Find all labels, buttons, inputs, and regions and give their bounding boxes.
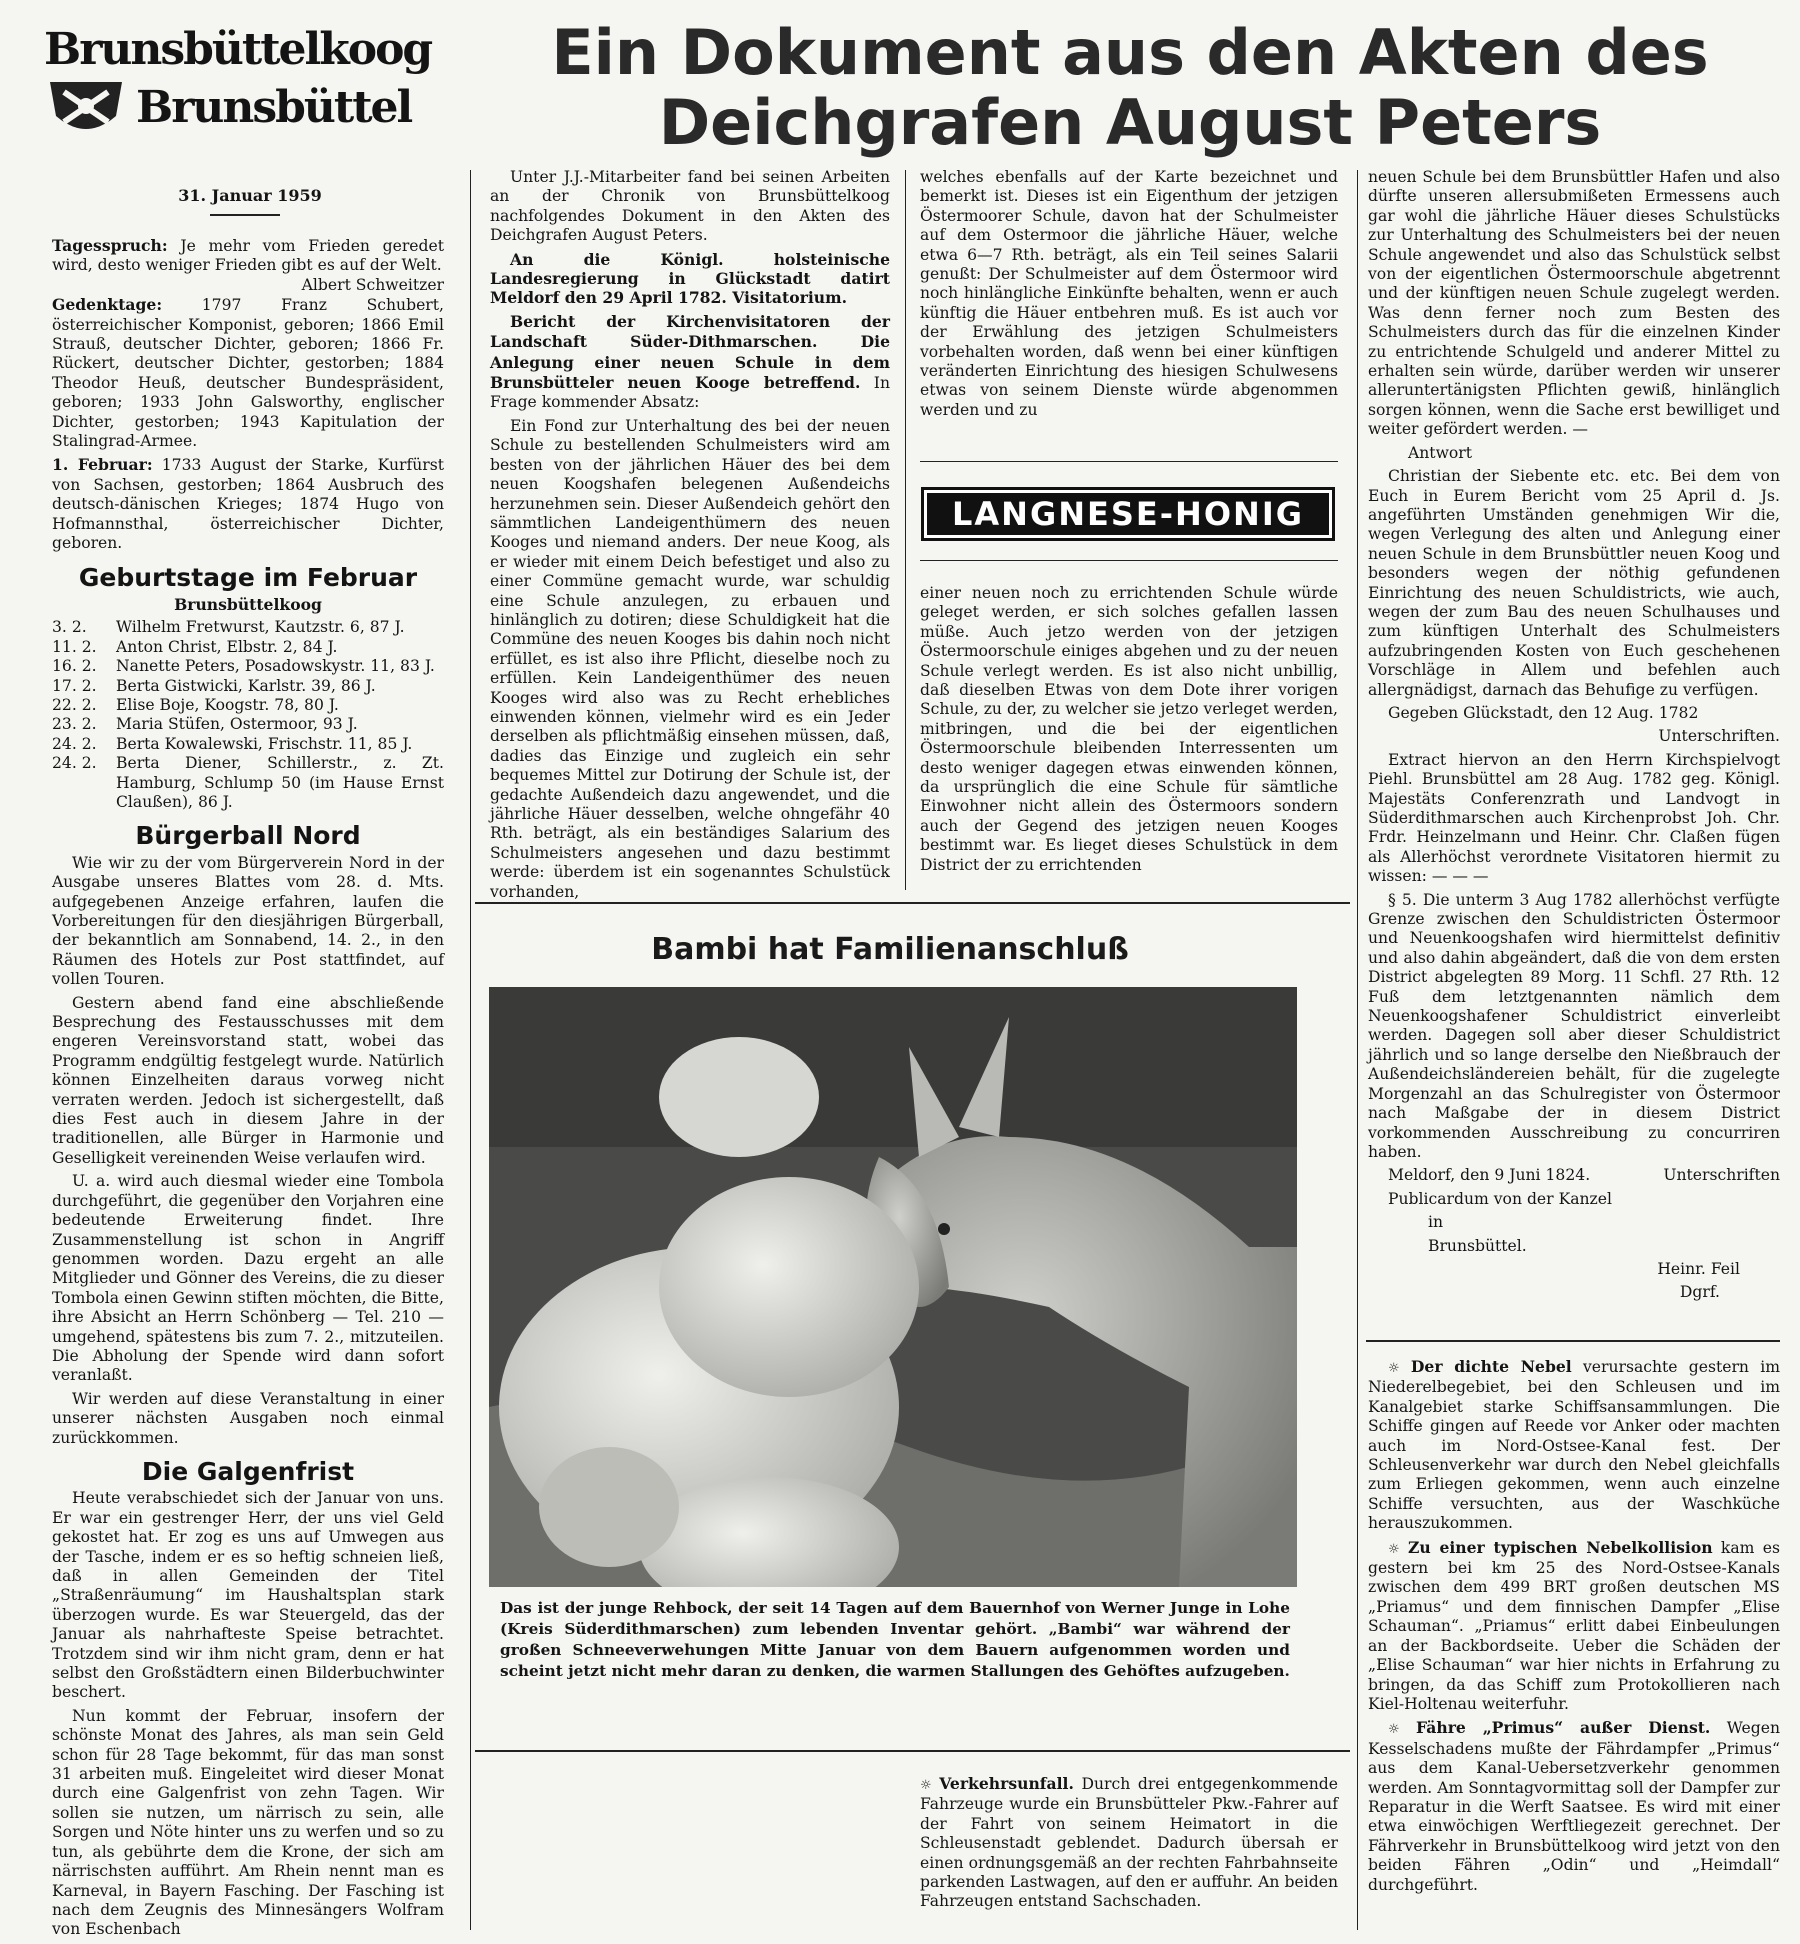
signatures-2: Unterschriften	[1663, 1166, 1780, 1185]
news-star-icon: ☼	[1388, 1541, 1400, 1557]
article-column-1	[490, 168, 890, 906]
issue-date: 31. Januar 1959	[178, 186, 322, 205]
buergerball-p4: Wir werden auf diese Veranstaltung in einer unserer nächsten Ausgaben noch einmal zurückkommen.	[52, 1389, 444, 1447]
news-star-icon: ☼	[920, 1778, 932, 1793]
faehre-text: Wegen Kesselschadens mußte der Fährdampfer „Primus“ aus dem Kanal-Uebersetzverkehr genommen werden. Am Sonntagvormittag soll der Dampfer zur Reparatur in die Werft Saatsee. Es wird mit einer etwa einwöchigen Werftliegezeit gerechnet. Der Fährverkehr in Brunsbüttelkoog wird jetzt von den beiden Fähren „Odin“ und „Heimdall“ durchgeführt.	[1368, 1719, 1780, 1894]
kollision-text: kam es gestern bei km 25 des Nord-Ostsee-Kanals zwischen dem 499 BRT großen deutschen MS „Priamus“ und dem finnischen Dampfer „Elise Schauman“. „Priamus“ erlitt dabei Einbeulungen an der Backbordseite. Ueber die Schäden der „Elise Schauman“ war hier nichts in Erfahrung zu bringen, da das Schiff zum Protokollieren nach Kiel-Holtenau weiterfuhr.	[1368, 1538, 1780, 1713]
birthday-text: Anton Christ, Elbstr. 2, 84 J.	[116, 637, 338, 656]
deer-and-pigs-photo	[489, 987, 1297, 1587]
nebel-text: verursachte gestern im Niederelbegebiet, bei den Schleusen und im Kanalgebiet starke Schiffsansammlungen. Die Schiffe gingen auf Reede vor Anker oder machten auch im Nord-Ostsee-Kanal fest. Der Schleusenverkehr war durch den Nebel gleichfalls zum Erliegen gekommen, wenn auch einzelne Schiffe versuchten, aus der Waschküche herauszukommen.	[1368, 1358, 1780, 1533]
answer-text: Christian der Siebente etc. etc. Bei dem von Euch in Eurem Bericht vom 25 April d. Js. angeführten Umständen genehmigen Wir die, wegen Verlegung des alten und Anlegung einer neuen Schule in dem Brunsbüttler neuen Koog und besonders wegen der nöthig gefundenen Einrichtung des neuen Schuldistricts, wie auch, wegen der zum Bau des neuen Schulhauses und zum künftigen Unterhalt des Schulmeisters aufzubringenden Kosten von Euch geschehenen Vorschläge in Allem und befehlen auch allergnädigst, darnach das Behufige zu verfügen.	[1368, 467, 1780, 699]
article-report-tail: In Frage kommender Absatz:	[490, 374, 890, 412]
article-intro: Unter J.J.-Mitarbeiter fand bei seinen Arbeiten an der Chronik von Brunsbüttelkoog nachfolgendes Dokument in den Akten des Deichgrafen August Peters.	[490, 168, 890, 245]
article-body-4: neuen Schule bei dem Brunsbüttler Hafen und also dürfte unseren allersubmißeten Ermessens auch gar wohl die jährliche Häuer dieses Schulstücks zur Unterhaltung des Schulmeisters bei der neuen Schule angewendet und also das Schulstück selbst von der eigentlichen Östermoorschule abgetrennt und der künftigen neuen Schule zugelegt werden. Was denn ferner noch zum Besten des Schulmeisters durch das für die einzelnen Kinder zu entrichtende Schulgeld und anderer Mittel zu erhalten sein würde, darüber werden wir unserer alleruntertänigsten Pflichten gewiß, hinlänglich sorgen können, wenn die Sache erst bewilliget und weiter gefördert werden. —	[1368, 168, 1780, 439]
town-coat-of-arms-icon	[44, 76, 128, 140]
birthday-date: 3. 2.	[52, 618, 87, 637]
birthday-date: 23. 2.	[52, 715, 97, 734]
masthead-line1: Brunsbüttelkoog	[44, 24, 432, 75]
birthdays-heading: Geburtstage im Februar	[78, 562, 418, 592]
birthday-text: Berta Diener, Schillerstr., z. Zt. Hamburg, Schlump 50 (im Hause Ernst Claußen), 86 J.	[116, 754, 444, 811]
birthday-row	[52, 696, 444, 715]
news-star-icon: ☼	[1388, 1361, 1400, 1376]
buergerball-heading: Bürgerball Nord	[135, 821, 361, 851]
february-text: 1733 August der Starke, Kurfürst von Sachsen, gestorben; 1864 Ausbruch des deutsch-dänischen Krieges; 1874 Hugo von Hofmannsthal, österreichischer Dichter, geboren.	[52, 456, 444, 553]
birthday-text: Berta Kowalewski, Frischstr. 11, 85 J.	[116, 734, 413, 753]
langnese-ad: LANGNESE-HONIG	[921, 487, 1335, 541]
news-star-icon: ☼	[1388, 1722, 1400, 1738]
right-news-column	[1368, 1357, 1780, 1899]
birthday-text: Wilhelm Fretwurst, Kautzstr. 6, 87 J.	[116, 618, 405, 637]
answer-label: Antwort	[1408, 443, 1473, 462]
galgenfrist-p2: Nun kommt der Februar, insofern der schönste Monat des Jahres, als man sein Geld schon für 28 Tage bekommt, für das man sonst 31 arbeiten muß. Eingeleitet wird dieser Monat durch eine Galgenfrist von zehn Tagen. Wir sollen sie nutzen, um närrisch zu sein, alle Sorgen und Nöte hinter uns zu werfen und so zu tun, als gebührte dem die Krone, der sich am närrischsten aufführt. Am Rhein nennt man es Karneval, in Bayern Fasching. Der Fasching ist nach dem Zeugnis des Minnesängers Wolfram von Eschenbach	[52, 1706, 444, 1939]
galgenfrist-p1: Heute verabschiedet sich der Januar von uns. Er war ein gestrenger Herr, der uns viel Geld gekostet hat. Er zog es uns auf Umwegen aus der Tasche, indem er es so heftig schneien ließ, daß in allen Gemeinden der Titel „Straßenräumung“ im Haushaltsplan stark überzogen wurde. Es war Steuergeld, das der Januar als nahrhafteste Speise betrachtet. Trotzdem sind wir ihm nicht gram, denn er hat selbst den Großstädtern einen Bilderbuchwinter beschert.	[52, 1489, 444, 1702]
birthday-list	[52, 618, 444, 812]
birthday-text: Elise Boje, Koogstr. 78, 80 J.	[116, 695, 339, 714]
buergerball-p3: U. a. wird auch diesmal wieder eine Tombola durchgeführt, die gegenüber den Vorjahren eine bedeutende Erweiterung findet. Ihre Zusammenstellung ist schon in Angriff genommen worden. Dazu ergeht an alle Mitglieder und Gönner des Vereins, die zu dieser Tombola einen Gewinn stiften möchten, die Bitte, ihre Absicht an Herrn Schönberg — Tel. 210 — umgehend, spätestens bis zum 7. 2., mitzuteilen. Die Abholung der Spende wird dann sofort veranlaßt.	[52, 1172, 444, 1385]
left-column	[52, 236, 444, 1944]
bambi-heading: Bambi hat Familienanschluß	[651, 932, 1129, 967]
paragraph-5: § 5. Die unterm 3 Aug 1782 allerhöchst verfügte Grenze zwischen den Schuldistricten Östermoor und Neuenkoogshafen wird hiermittelst definitiv und also dahin abgeändert, daß die von dem ersten District abgelegten 89 Morg. 11 Schfl. 27 Rth. 12 Fuß dem letztgenannten nämlich dem Neuenkoogshafener Schuldistrict einverleibt werden. Dagegen soll aber dieser Schuldistrict jährlich und so lange derselbe den Nießbrauch der Außendeichsländereien behält, für die zugelegte Morgenzahl an das Schulregister von Östermoor nach Maßgabe der in diesem District vorkommenden Ausschreibung zu concurriren haben.	[1368, 890, 1780, 1161]
publicardum: Publicardum von der Kanzel	[1388, 1189, 1612, 1208]
birthday-row	[52, 754, 444, 812]
birthday-date: 16. 2.	[52, 657, 97, 676]
bambi-caption: Das ist der junge Rehbock, der seit 14 Tagen auf dem Bauernhof von Werner Junge in Lohe (Kreis Süderdithmarschen) zum lebenden Inventar gehört. „Bambi“ war während der großen Schneeverwehungen Mitte Januar von dem Bauern aufgenommen worden und scheint jetzt nicht mehr daran zu denken, die warmen Stallungen des Gehöftes aufzugeben.	[500, 1599, 1290, 1680]
faehre-title: Fähre „Primus“ außer Dienst.	[1416, 1718, 1711, 1738]
article-body-1: Ein Fond zur Unterhaltung des bei der neuen Schule zu bestellenden Schulmeisters wird am besten von der jährlichen Häuer des bei dem neuen Koogshafen belegenen Außendeichs herzunehmen sein. Dieser Außendeich gehört den sämmtlichen Landeigenthümern des neuen Kooges und niemand anders. Der neue Koog, als er wieder mit einem Deich befestiget und also zu einer Commüne gemacht wurde, war schuldig eine Schule anzulegen, zu erbauen und hinlänglich zu dotiren; diese Schuldigkeit hat die Commüne des neuen Kooges bis dahin noch nicht erfüllet, es ist also ihre Pflicht, dieselbe noch zu erfüllen. Kein Landeigenthümer des neuen Kooges wird also was zu Recht erhebliches einwenden können, vielmehr wird es ein Jeder derselben als pflichtmäßig einsehen müssen, daß, dadies das Einzige und zugleich ein sehr bequemes Mittel zur Dotirung der Schule ist, der gedachte Außendeich dazu angewendet, und die jährliche Häuer desselben, welche ohngefähr 40 Rth. beträgt, als ein beständiges Salarium des Schulmeisters angesehen und dazu bestimmt werde: überdem ist ein sogenanntes Schulstück vorhanden,	[490, 416, 890, 901]
publicardum-place: Brunsbüttel.	[1428, 1236, 1527, 1255]
signature-feil: Heinr. Feil	[1657, 1259, 1740, 1278]
main-headline	[480, 18, 1780, 158]
birthday-row	[52, 618, 444, 637]
birthday-text: Maria Stüfen, Ostermoor, 93 J.	[116, 715, 358, 734]
article-column-2	[920, 168, 1338, 424]
galgenfrist-heading: Die Galgenfrist	[141, 1456, 355, 1486]
masthead	[44, 24, 444, 140]
article-column-2b	[920, 584, 1338, 879]
birthday-date: 11. 2.	[52, 637, 97, 656]
birthday-date: 24. 2.	[52, 754, 97, 773]
given-glueckstadt: Gegeben Glückstadt, den 12 Aug. 1782	[1388, 703, 1699, 722]
kollision-title: Zu einer typischen Nebelkollision	[1407, 1537, 1713, 1557]
birthday-row	[52, 735, 444, 754]
unfall-text: Durch drei entgegenkommende Fahrzeuge wurde ein Brunsbütteler Pkw.-Fahrer auf der Fahrt von seinem Heimatort in die Schleusenstadt geblendet. Dadurch übersah er einen ordnungsgemäß an der rechten Fahrbahnseite parkenden Lastwagen, auf den er auffuhr. An beiden Fahrzeugen entstand Sachschaden.	[920, 1775, 1338, 1911]
birthday-row	[52, 677, 444, 696]
publicardum-in: in	[1428, 1213, 1444, 1232]
tagesspruch-text: Je mehr vom Frieden geredet wird, desto weniger Frieden gibt es auf der Welt.	[52, 237, 444, 275]
birthday-row	[52, 715, 444, 734]
buergerball-p2: Gestern abend fand eine abschließende Besprechung des Festausschusses mit dem engeren Vereinsvorstand statt, wobei das Programm endgültig festgelegt wurde. Natürlich können Einzelheiten daraus vorweg nicht verraten werden. Jedoch ist sichergestellt, daß dies Fest auch in diesem Jahre in der traditionellen, alle Bürger in Harmonie und Geselligkeit vereinenden Weise verlaufen wird.	[52, 993, 444, 1167]
article-address: An die Königl. holsteinische Landesregierung in Glückstadt datirt Meldorf den 29 April 1782. Visitatorium.	[490, 249, 890, 308]
headline-line1: Ein Dokument aus den Akten des	[551, 16, 1709, 89]
birthday-row	[52, 638, 444, 657]
nebel-title: Der dichte Nebel	[1410, 1357, 1572, 1376]
verkehrsunfall-item	[920, 1774, 1338, 1916]
february-label: 1. Februar:	[52, 455, 153, 475]
article-body-2: welches ebenfalls auf der Karte bezeichnet und bemerkt ist. Dieses ist ein Eigenthum der jetzigen Östermoorer Schule, davon hat der Schulmeister auf dem Ostermoor die jährliche Häuer, welche etwa 6—7 Rth. beträgt, als ein Teil seines Salarii genußt: Der Schulmeister auf dem Östermoor wird noch hinlängliche Einkünfte behalten, wenn er auch künftig die Häuer entbehren muß. Es ist auch vor der Erwählung des jetzigen Schulmeisters vorbehalten worden, daß wenn bei einer künftigen veränderten Einrichtung des hiesigen Schulwesens etwas von seinem Dienste würde abgenommen werden und zu	[920, 168, 1338, 419]
tagesspruch-author: Albert Schweitzer	[301, 275, 444, 294]
birthday-row	[52, 657, 444, 676]
tagesspruch-label: Tagesspruch:	[52, 236, 168, 255]
article-report-title: Bericht der Kirchenvisitatoren der Landschaft Süder-Dithmarschen. Die Anlegung einer neuen Schule in dem Brunsbütteler neuen Kooge betreffend.	[490, 311, 890, 393]
headline-line2: Deichgrafen August Peters	[658, 86, 1602, 159]
signatures-1: Unterschriften.	[1658, 727, 1780, 746]
meldorf-date: Meldorf, den 9 Juni 1824.	[1388, 1166, 1591, 1185]
gedenktage-label: Gedenktage:	[52, 295, 163, 315]
article-column-3	[1368, 168, 1780, 1307]
masthead-line2: Brunsbüttel	[136, 82, 412, 133]
extract-text: Extract hiervon an den Herrn Kirchspielvogt Piehl. Brunsbüttel am 28 Aug. 1782 geg. Königl. Majestäts Conferenzrath und Landvogt in Süderdithmarschen auch Kirchenprobst Joh. Chr. Frdr. Heinzelmann und Heinr. Chr. Claßen fügen als Allerhöchst verordnete Visitatoren hiermit zu wissen: — — —	[1368, 750, 1780, 886]
article-body-3: einer neuen noch zu errichtenden Schule würde geleget werden, er sich solches gefallen lassen müße. Auch jetzo werden von der jetzigen Östermoorschule einiges abgehen und zu der neuen Schule verlegt werden. Es ist also nicht unbillig, daß dieselben Etwas von dem Dote ihrer vorigen Schule, zu der, zu welcher sie jetzo verleget werden, mitbringen, und die bei der eigentlichen Östermoorschule bleibenden Interressenten um desto weniger dagegen etwas einwenden können, da ursprünglich die eine Schule für sämtliche Einwohner nicht allein des Östermoors sondern auch der Gegend des jetzigen neuen Kooges bestimmt war. Es lieget dieses Schulstück in dem District der zu errichtenden	[920, 584, 1338, 874]
birthdays-place: Brunsbüttelkoog	[174, 594, 322, 614]
birthday-date: 17. 2.	[52, 676, 97, 695]
birthday-text: Berta Gistwicki, Karlstr. 39, 86 J.	[116, 676, 376, 695]
unfall-title: Verkehrsunfall.	[939, 1774, 1074, 1793]
birthday-date: 22. 2.	[52, 695, 97, 714]
birthday-date: 24. 2.	[52, 734, 97, 753]
buergerball-p1: Wie wir zu der vom Bürgerverein Nord in der Ausgabe unseres Blattes vom 28. d. Mts. aufgegebenen Anzeige erfahren, laufen die Vorbereitungen für den diesjährigen Bürgerball, der bekanntlich am Sonnabend, 14. 2., in den Räumen des Hotels zur Post stattfindet, auf vollen Touren.	[52, 853, 444, 989]
bambi-photo	[489, 987, 1297, 1587]
birthday-text: Nanette Peters, Posadowskystr. 11, 83 J.	[116, 657, 435, 676]
gedenktage-text: 1797 Franz Schubert, österreichischer Komponist, geboren; 1866 Emil Strauß, deutscher Dichter, geboren; 1866 Fr. Rückert, deutscher Dichter, gestorben; 1884 Theodor Heuß, deutscher Bundespräsident, geboren; 1933 John Galsworthy, englischer Dichter, gestorben; 1943 Kapitulation der Stalingrad-Armee.	[52, 296, 444, 451]
signature-dgrf: Dgrf.	[1679, 1283, 1720, 1302]
